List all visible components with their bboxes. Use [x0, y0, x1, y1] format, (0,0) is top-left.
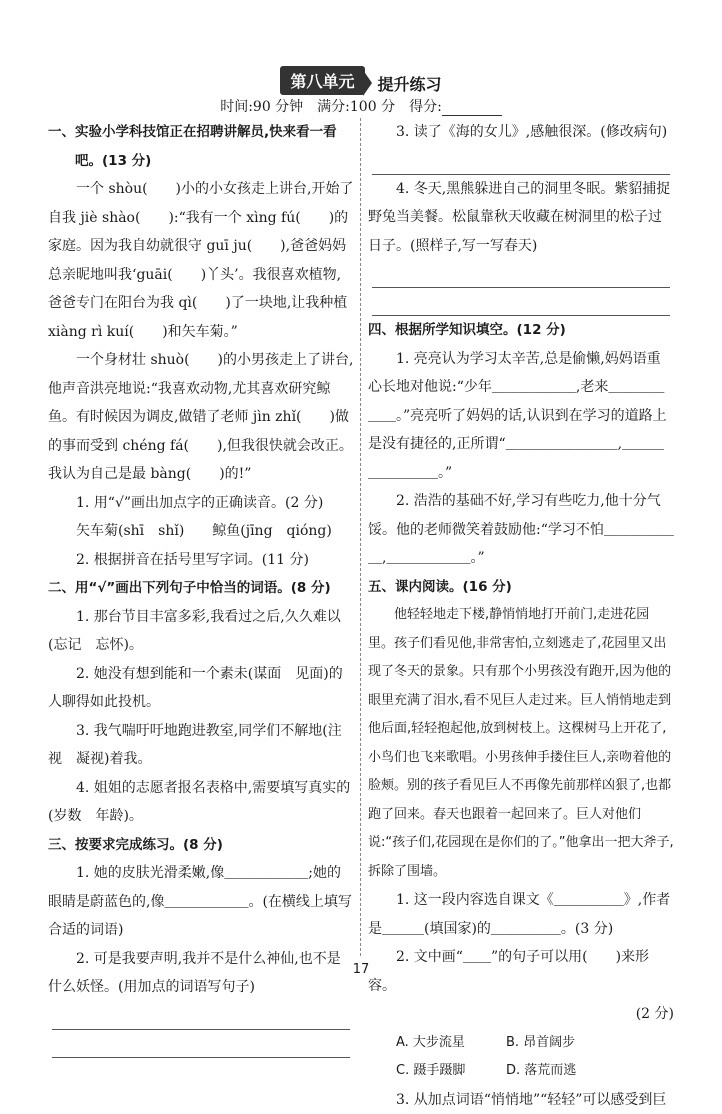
reading-passage: 他轻轻地走下楼,静悄悄地打开前门,走进花园里。孩子们看见他,非常害怕,立刻逃走了,花园里又出现了冬天的景象。只有那个小男孩没有跑开,因为他的眼里充满了泪水,看不见巨人走过来。巨人悄悄地走到他后面,轻轻抱起他,放到树枝上。这棵树马上开花了,小鸟们也飞来歌唱。小男孩伸手搂住巨人,亲吻着他的脸颊。别的孩子看见巨人不再像先前那样凶狠了,也都跑了回来。春天也跟着一起回来了。巨人对他们说:“孩子们,花园现在是你们的了。”他拿出一把大斧子,拆除了围墙。: [368, 601, 674, 886]
section-5-title: 五、课内阅读。(16 分): [368, 573, 674, 602]
unit-label: 第八单元: [280, 66, 364, 95]
section-2-question-4: 4. 姐姐的志愿者报名表格中,需要填写真实的(岁数 年龄)。: [48, 774, 354, 831]
section-1-question-1: 1. 用“√”画出加点字的正确读音。(2 分): [48, 489, 354, 518]
section-3-title: 三、按要求完成练习。(8 分): [48, 831, 354, 860]
section-1-paragraph-1: 一个 shòu( )小的小女孩走上讲台,开始了自我 jiè shào( ):“我有一个 xìng fú( )的家庭。因为我自幼就很守 guī ju( ),爸爸妈妈总亲昵地叫我‘guāi( )丫头’。我很喜欢植物,爸爸专门在阳台为我 qì( )了一块地,让我种植 xiàng rì kuí( )和矢车菊。”: [48, 175, 354, 346]
choice-c[interactable]: C. 蹑手蹑脚: [396, 1057, 506, 1086]
section-3-question-3: 3. 读了《海的女儿》,感触很深。(修改病句): [368, 118, 674, 147]
section-4-title: 四、根据所学知识填空。(12 分): [368, 316, 674, 345]
exam-meta: [0, 96, 722, 116]
answer-line[interactable]: [372, 288, 670, 316]
section-1-paragraph-2: 一个身材壮 shuò( )的小男孩走上了讲台,他声音洪亮地说:“我喜欢动物,尤其喜欢研究鲸鱼。有时候因为调皮,做错了老师 jìn zhǐ( )做的事而受到 chéng fá( ),但我很快就会改正。我认为自己是最 bàng( )的!”: [48, 346, 354, 489]
section-2-question-2: 2. 她没有想到能和一个素未(谋面 见面)的人聊得如此投机。: [48, 660, 354, 717]
answer-line[interactable]: [372, 260, 670, 288]
section-1-title-cont: 吧。(13 分): [48, 147, 354, 176]
section-5-question-1: 1. 这一段内容选自课文《＿＿＿＿＿》,作者是＿＿＿(填国家)的＿＿＿＿＿。(3 分): [368, 886, 674, 943]
left-column: [48, 118, 354, 1058]
choice-b[interactable]: B. 昂首阔步: [506, 1029, 616, 1058]
score-blank[interactable]: [442, 101, 502, 116]
section-2-title: 二、用“√”画出下列句子中恰当的词语。(8 分): [48, 574, 354, 603]
column-divider: [360, 118, 361, 956]
section-5-question-2: 2. 文中画“＿＿”的句子可以用( )来形容。: [368, 943, 674, 1000]
choice-row: [368, 1057, 674, 1086]
section-1-question-2: 2. 根据拼音在括号里写字词。(11 分): [48, 546, 354, 575]
choice-d[interactable]: D. 落荒而逃: [506, 1057, 616, 1086]
section-4-question-1: 1. 亮亮认为学习太辛苦,总是偷懒,妈妈语重心长地对他说:“少年＿＿＿＿＿＿,老来＿＿＿＿＿＿。”亮亮听了妈妈的话,认识到在学习的道路上是没有捷径的,正所谓“＿＿＿＿＿＿＿＿,＿＿＿＿＿＿＿＿。”: [368, 345, 674, 488]
section-4-question-2: 2. 浩浩的基础不好,学习有些吃力,他十分气馁。他的老师微笑着鼓励他:“学习不怕＿＿＿＿＿＿,＿＿＿＿＿＿。”: [368, 487, 674, 573]
section-2-question-1: 1. 那台节目丰富多彩,我看过之后,久久难以(忘记 忘怀)。: [48, 603, 354, 660]
page-number: 17: [0, 962, 722, 977]
answer-line[interactable]: [52, 1030, 350, 1058]
section-3-question-1: 1. 她的皮肤光滑柔嫩,像＿＿＿＿＿＿;她的眼睛是蔚蓝色的,像＿＿＿＿＿＿。(在横线上填写合适的词语): [48, 859, 354, 945]
section-1-title: 一、实验小学科技馆正在招聘讲解员,快来看一看: [48, 118, 354, 147]
choice-a[interactable]: A. 大步流星: [396, 1029, 506, 1058]
section-1-question-1-options: 矢车菊(shī shǐ) 鲸鱼(jīng qióng): [48, 517, 354, 546]
choice-row: [368, 1029, 674, 1058]
section-3-question-2: 2. 可是我要声明,我并不是什么神仙,也不是什么妖怪。(用加点的词语写句子): [48, 945, 354, 1002]
unit-header: [0, 66, 722, 96]
section-5-question-3: 3. 从加点词语“悄悄地”“轻轻”可以感受到巨: [368, 1086, 674, 1114]
exam-meta-text: 时间:90 分钟 满分:100 分 得分:: [220, 99, 442, 115]
section-2-question-3: 3. 我气喘吁吁地跑进教室,同学们不解地(注视 凝视)着我。: [48, 717, 354, 774]
answer-line[interactable]: [372, 147, 670, 175]
exercise-title: 提升练习: [378, 72, 442, 95]
section-5-question-2-score: (2 分): [368, 1000, 674, 1029]
section-3-question-4: 4. 冬天,黑熊躲进自己的洞里冬眠。紫貂捕捉野兔当美餐。松鼠靠秋天收藏在树洞里的松子过日子。(照样子,写一写春天): [368, 175, 674, 261]
